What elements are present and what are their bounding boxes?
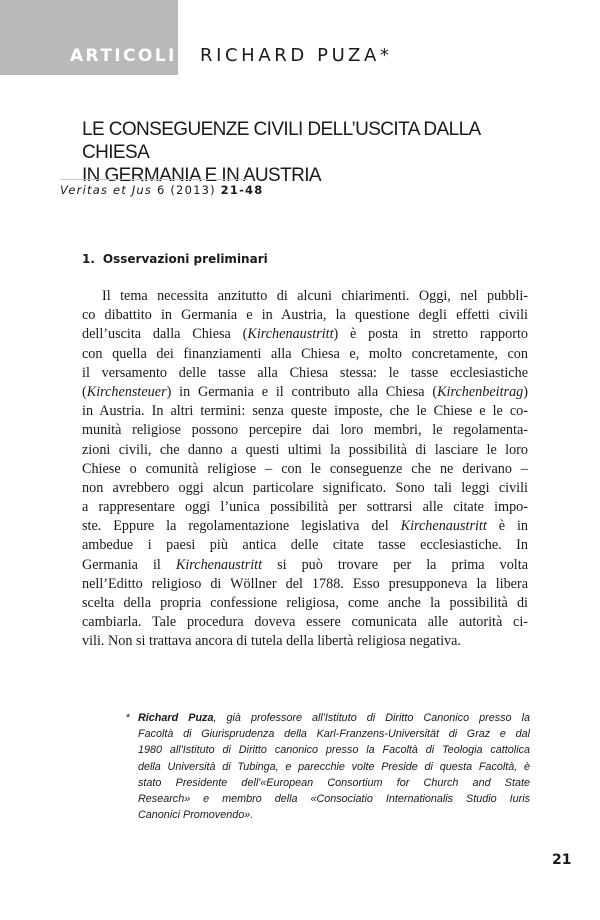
text-line: ste. Eppure la regolamentazione legislativa del Kirchenaustritt è in xyxy=(82,518,528,535)
section-title: Osservazioni preliminari xyxy=(102,252,268,266)
footnote-line: della Università di Tubinga, e parecchie volte Preside di questa Facoltà, è xyxy=(138,760,530,773)
journal-volume: 6 xyxy=(156,183,166,197)
text-line: munità religiose possono percepire dai loro membri, le regolamenta- xyxy=(82,422,528,439)
article-title xyxy=(82,118,542,187)
text-line: cambiarla. Tale procedura doveva essere comunicata alle autorità ci- xyxy=(82,614,528,631)
footnote-line: stato Presidente dell'«European Consortium for Church and State xyxy=(138,776,530,789)
text-line: nell’Editto religioso di Wöllner del 1788. Esso presupponeva la libera xyxy=(82,575,528,592)
text-line: Chiese o comunità religiose – con le conseguenze che ne derivano – xyxy=(82,460,528,477)
text-line: in Austria. In altri termini: senza queste imposte, che le Chiese e le co- xyxy=(82,403,528,420)
footnote-line: Canonici Promovendo». xyxy=(138,809,254,822)
section-heading xyxy=(82,252,268,266)
text-line: a rappresentare oggi l’unica possibilità per sottrarsi alle citate impo- xyxy=(82,499,528,516)
section-tab xyxy=(0,0,178,75)
text-line: co dibattito in Germania e in Austria, la questione degli effetti civili xyxy=(82,307,528,324)
section-number: 1. xyxy=(82,252,95,266)
title-divider xyxy=(60,179,248,180)
running-head-author: RICHARD PUZA* xyxy=(200,45,393,66)
text-line: ambedue i paesi più antica delle citate tasse ecclesiastiche. In xyxy=(82,537,528,554)
footnote-line: 1980 all'Istituto di Diritto canonico presso la Facoltà di Teologia cattolica xyxy=(138,744,530,757)
title-line: LE CONSEGUENZE CIVILI DELL’USCITA DALLA CHIESA xyxy=(82,119,480,163)
author-footnote xyxy=(126,710,530,823)
footnote-author-name: Richard Puza xyxy=(138,712,214,724)
section-label: ARTICOLI xyxy=(70,46,177,66)
text-line: con quella dei finanziamenti alla Chiesa e, molto concretamente, con xyxy=(82,345,528,362)
footnote-line: Facoltà di Giurisprudenza della Karl-Franzens-Universität di Graz e dal xyxy=(138,728,530,741)
journal-citation xyxy=(60,183,263,197)
footnote-line: Research» e membro della «Consociatio Internationalis Studio Iuris xyxy=(138,793,530,806)
text-line: vili. Non si trattava ancora di tutela della libertà religiosa negativa. xyxy=(82,633,461,650)
footnote-line: Richard Puza, già professore all'Istituto di Diritto Canonico presso la xyxy=(138,712,530,724)
page-number: 21 xyxy=(552,852,572,868)
text-line: non avrebbero oggi alcun particolare significato. Sono tali leggi civili xyxy=(82,479,528,496)
title-line: IN GERMANIA E IN AUSTRIA xyxy=(82,165,321,186)
text-line: il versamento delle tasse alla Chiesa stessa: le tasse ecclesiastiche xyxy=(82,364,528,381)
footnote-marker: * xyxy=(126,712,131,724)
text-line: Il tema necessita anzitutto di alcuni chiarimenti. Oggi, nel pubbli- xyxy=(102,288,528,304)
text-line: (Kirchensteuer) in Germania e il contributo alla Chiesa (Kirchenbeitrag) xyxy=(82,383,528,400)
text-line: zioni civili, che danno a questi ultimi la possibilità di lasciare le loro xyxy=(82,441,528,458)
text-line: Germania il Kirchenaustritt si può trovare per la prima volta xyxy=(82,556,528,573)
journal-name: Veritas et Jus xyxy=(60,183,153,197)
text-line: scelta della propria confessione religiosa, come anche la possibilità di xyxy=(82,595,528,611)
page-range: 21-48 xyxy=(220,183,264,197)
text-line: dell’uscita dalla Chiesa (Kirchenaustritt) è posta in stretto rapporto xyxy=(82,326,528,343)
body-paragraph xyxy=(82,287,528,652)
journal-year: (2013) xyxy=(170,183,216,197)
